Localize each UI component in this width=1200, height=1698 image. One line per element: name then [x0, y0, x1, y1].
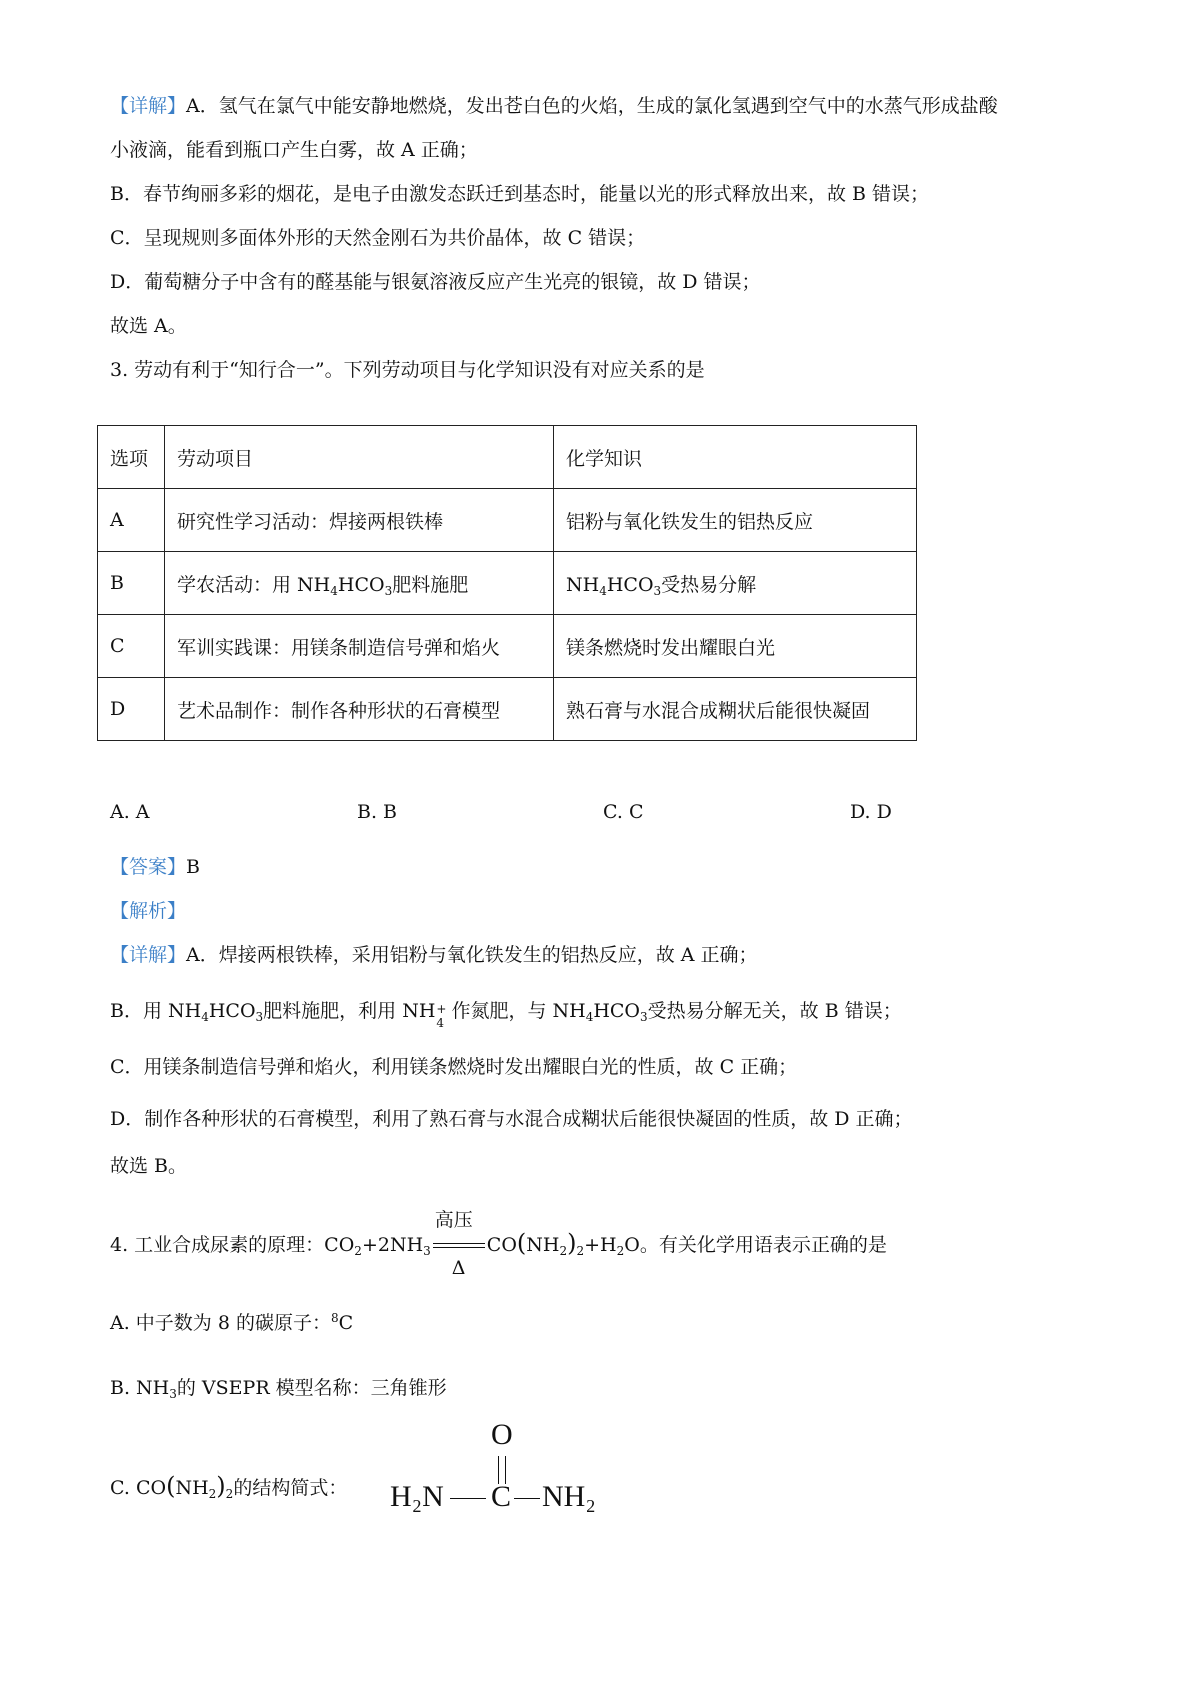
- q2-detail-d: D．葡萄糖分子中含有的醛基能与银氨溶液反应产生光亮的银镜，故 D 错误；: [110, 271, 761, 293]
- q3-stem: 3. 劳动有利于“知行合一”。下列劳动项目与化学知识没有对应关系的是: [110, 359, 705, 381]
- table-row: [98, 489, 917, 552]
- table-row: [98, 678, 917, 741]
- q3-option-b[interactable]: B. B: [357, 801, 398, 823]
- row-labor: 艺术品制作：制作各种形状的石膏模型: [165, 678, 554, 741]
- table-header-row: [98, 426, 917, 489]
- q4-option-c[interactable]: C. $CO(NH_2)_2$的结构简式：: [110, 1472, 348, 1501]
- q3-detail-a: 【详解】A．焊接两根铁棒，采用铝粉与氧化铁发生的铝热反应，故 A 正确；: [110, 944, 758, 966]
- q2-detail-a-line1: 【详解】A．氢气在氯气中能安静地燃烧，发出苍白色的火焰，生成的氯化氢遇到空气中的水蒸气形成盐酸: [110, 95, 998, 117]
- q3-conclusion: 故选 B。: [110, 1155, 188, 1177]
- q4-stem: 4. 工业合成尿素的原理：$CO_2+2NH_3$ 高压 Δ $CO(NH_2)_2+H_2O$。有关化学用语表示正确的是: [110, 1209, 887, 1279]
- q3-table: [97, 425, 917, 741]
- q3-analysis-tag: 【解析】: [110, 900, 187, 922]
- q2-conclusion: 故选 A。: [110, 315, 187, 337]
- row-option: B: [98, 552, 165, 615]
- answer-tag: 【答案】: [110, 856, 187, 878]
- detail-tag: 【详解】: [110, 95, 187, 117]
- q3-option-a[interactable]: A. A: [110, 801, 150, 823]
- struct-left-group: H₂N: [390, 1480, 444, 1513]
- q3-answer: 【答案】B: [110, 856, 200, 878]
- struct-carbon: C: [491, 1480, 512, 1513]
- table-row: [98, 615, 917, 678]
- row-knowledge: 镁条燃烧时发出耀眼白光: [554, 615, 917, 678]
- header-knowledge: 化学知识: [554, 426, 917, 489]
- row-option: D: [98, 678, 165, 741]
- row-knowledge: $NH_4HCO_3$受热易分解: [554, 552, 917, 615]
- row-labor: 研究性学习活动：焊接两根铁棒: [165, 489, 554, 552]
- row-option: A: [98, 489, 165, 552]
- q3-detail-b: B．用 $NH_4HCO_3$肥料施肥，利用 NH + 4 作氮肥，与 $NH_4HCO_3$受热易分解无关，故 B 错误；: [110, 1000, 902, 1030]
- q2-detail-c: C．呈现规则多面体外形的天然金刚石为共价晶体，故 C 错误；: [110, 227, 646, 249]
- q3-option-d[interactable]: D. D: [850, 801, 892, 823]
- struct-right-group: NH₂: [542, 1480, 596, 1513]
- struct-oxygen: O: [491, 1418, 513, 1451]
- row-labor: 学农活动：用 $NH_4HCO_3$肥料施肥: [165, 552, 554, 615]
- table-row: [98, 552, 917, 615]
- q2-detail-a-line2: 小液滴，能看到瓶口产生白雾，故 A 正确；: [110, 139, 478, 161]
- urea-structure: [390, 1418, 620, 1518]
- q2-detail-b: B．春节绚丽多彩的烟花，是电子由激发态跃迁到基态时，能量以光的形式释放出来，故 B 错误；: [110, 183, 930, 205]
- row-knowledge: 熟石膏与水混合成糊状后能很快凝固: [554, 678, 917, 741]
- reaction-arrow: 高压 Δ: [431, 1236, 487, 1256]
- detail-tag: 【详解】: [110, 944, 187, 966]
- q4-option-a[interactable]: A. 中子数为 8 的碳原子：$^8$C: [110, 1311, 354, 1334]
- header-labor: 劳动项目: [165, 426, 554, 489]
- right-bond: [514, 1498, 540, 1499]
- q3-detail-c: C．用镁条制造信号弹和焰火，利用镁条燃烧时发出耀眼白光的性质，故 C 正确；: [110, 1056, 798, 1078]
- q3-detail-d: D．制作各种形状的石膏模型，利用了熟石膏与水混合成糊状后能很快凝固的性质，故 D 正确；: [110, 1108, 913, 1130]
- row-option: C: [98, 615, 165, 678]
- q3-option-c[interactable]: C. C: [603, 801, 644, 823]
- header-option: 选项: [98, 426, 165, 489]
- q4-option-b[interactable]: B. $NH_3$的 VSEPR 模型名称：三角锥形: [110, 1377, 447, 1401]
- row-labor: 军训实践课：用镁条制造信号弹和焰火: [165, 615, 554, 678]
- left-bond: [450, 1498, 486, 1499]
- row-knowledge: 铝粉与氧化铁发生的铝热反应: [554, 489, 917, 552]
